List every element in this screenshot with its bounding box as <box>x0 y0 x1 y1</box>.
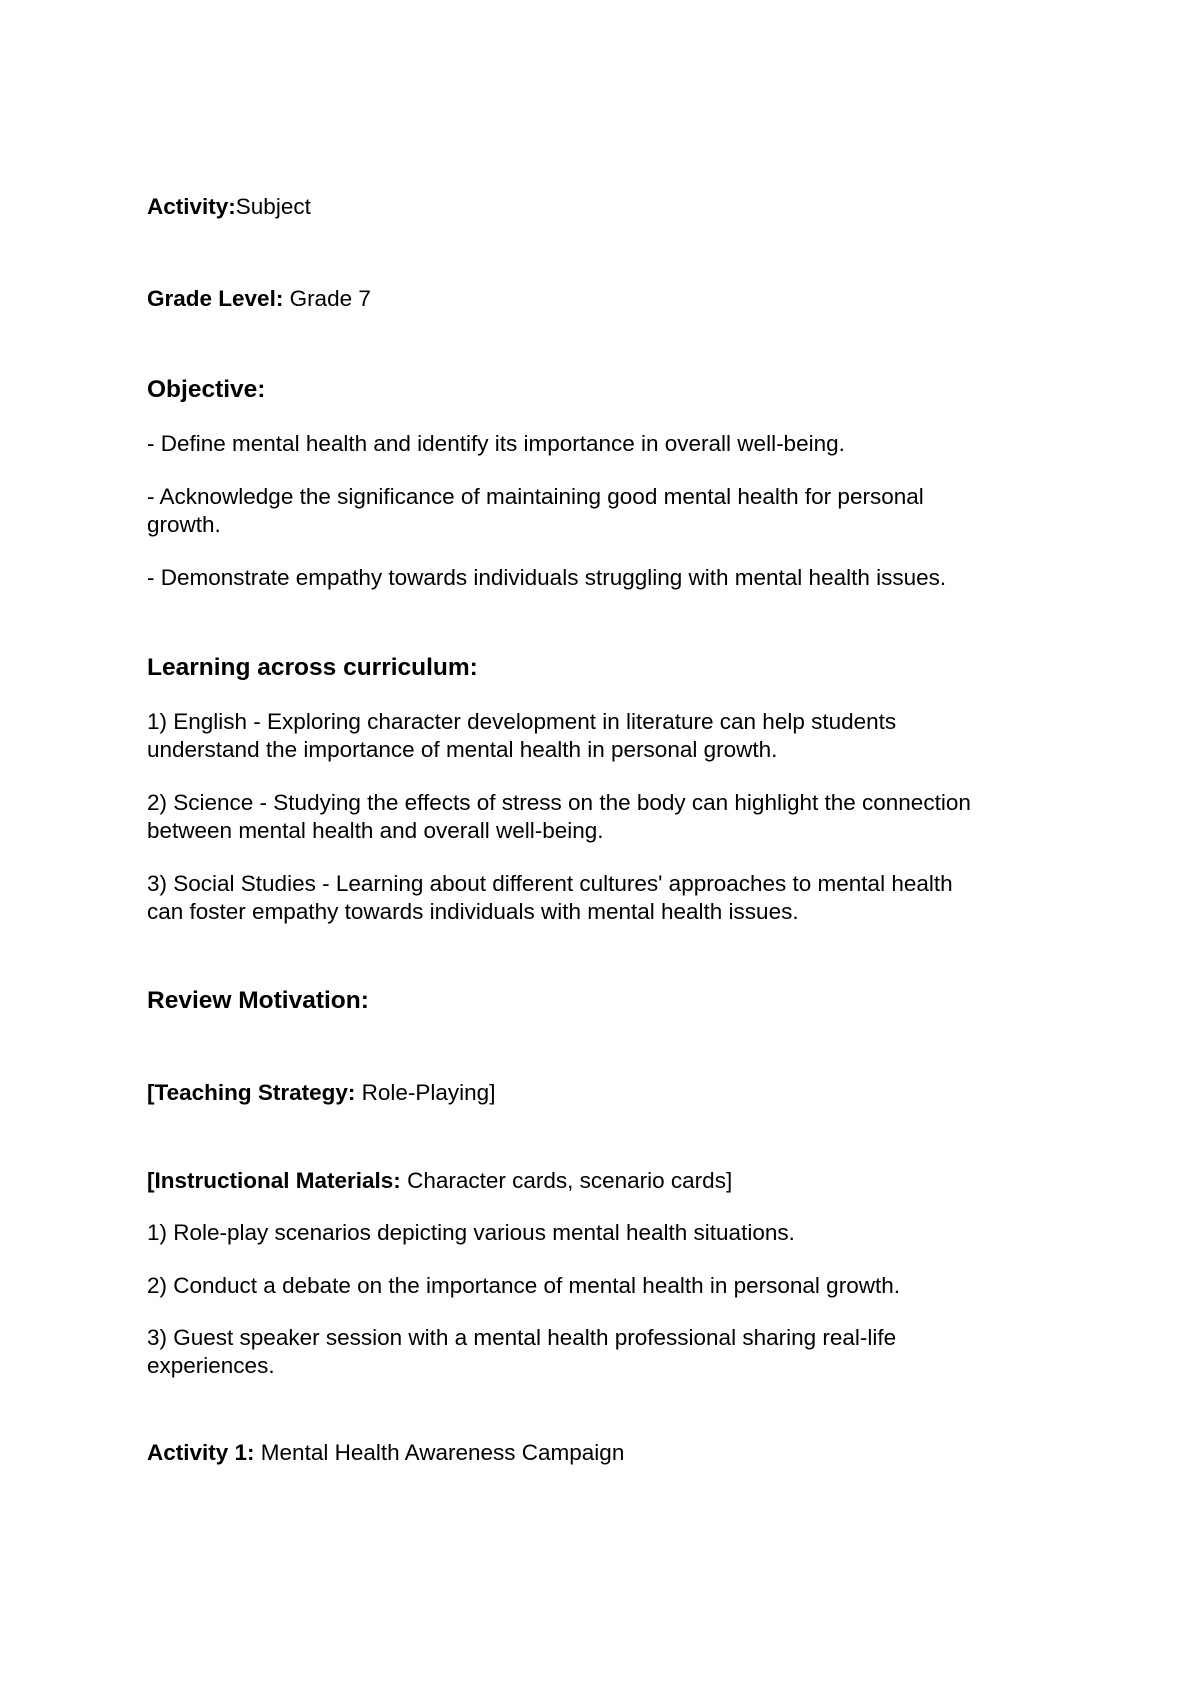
grade-level-label: Grade Level: <box>147 286 284 311</box>
objective-heading: Objective: <box>147 376 266 403</box>
teaching-strategy-label: Teaching Strategy: <box>154 1080 356 1105</box>
teaching-strategy-line <box>147 1079 1047 1107</box>
activity-1-value: Mental Health Awareness Campaign <box>254 1440 625 1465</box>
review-motivation-heading: Review Motivation: <box>147 987 369 1014</box>
learning-item-continued: understand the importance of mental health in personal growth. <box>147 737 778 762</box>
objective-item-continued: growth. <box>147 512 221 537</box>
learning-item-continued: between mental health and overall well-being. <box>147 818 604 843</box>
teaching-strategy-value: Role-Playing] <box>355 1080 496 1105</box>
learning-item: 2) Science - Studying the effects of stress on the body can highlight the connection <box>147 790 971 815</box>
learning-item-continued: can foster empathy towards individuals with mental health issues. <box>147 899 799 924</box>
review-item-continued: experiences. <box>147 1353 275 1378</box>
review-item: 1) Role-play scenarios depicting various mental health situations. <box>147 1220 795 1245</box>
activity-value: Subject <box>235 194 311 219</box>
objective-item: - Demonstrate empathy towards individuals struggling with mental health issues. <box>147 565 947 590</box>
instructional-materials-value: Character cards, scenario cards] <box>400 1168 733 1193</box>
learning-heading: Learning across curriculum: <box>147 654 478 681</box>
instructional-materials-label: Instructional Materials: <box>154 1168 401 1193</box>
grade-level-value: Grade 7 <box>283 286 371 311</box>
review-item: 2) Conduct a debate on the importance of mental health in personal growth. <box>147 1273 900 1298</box>
objective-item: - Acknowledge the significance of maintaining good mental health for personal <box>147 484 924 509</box>
grade-level-line <box>147 285 1047 313</box>
activity-1-line <box>147 1439 1047 1467</box>
review-item: 3) Guest speaker session with a mental health professional sharing real-life <box>147 1325 897 1350</box>
activity-line <box>147 193 1047 221</box>
learning-item: 1) English - Exploring character development in literature can help students <box>147 709 897 734</box>
objective-item: - Define mental health and identify its importance in overall well-being. <box>147 431 845 456</box>
activity-label: Activity: <box>147 194 236 219</box>
teaching-strategy-bracket: [ <box>147 1080 155 1105</box>
activity-1-label: Activity 1: <box>147 1440 255 1465</box>
instructional-materials-line <box>147 1167 1047 1195</box>
instructional-materials-bracket: [ <box>147 1168 155 1193</box>
learning-item: 3) Social Studies - Learning about different cultures' approaches to mental health <box>147 871 953 896</box>
